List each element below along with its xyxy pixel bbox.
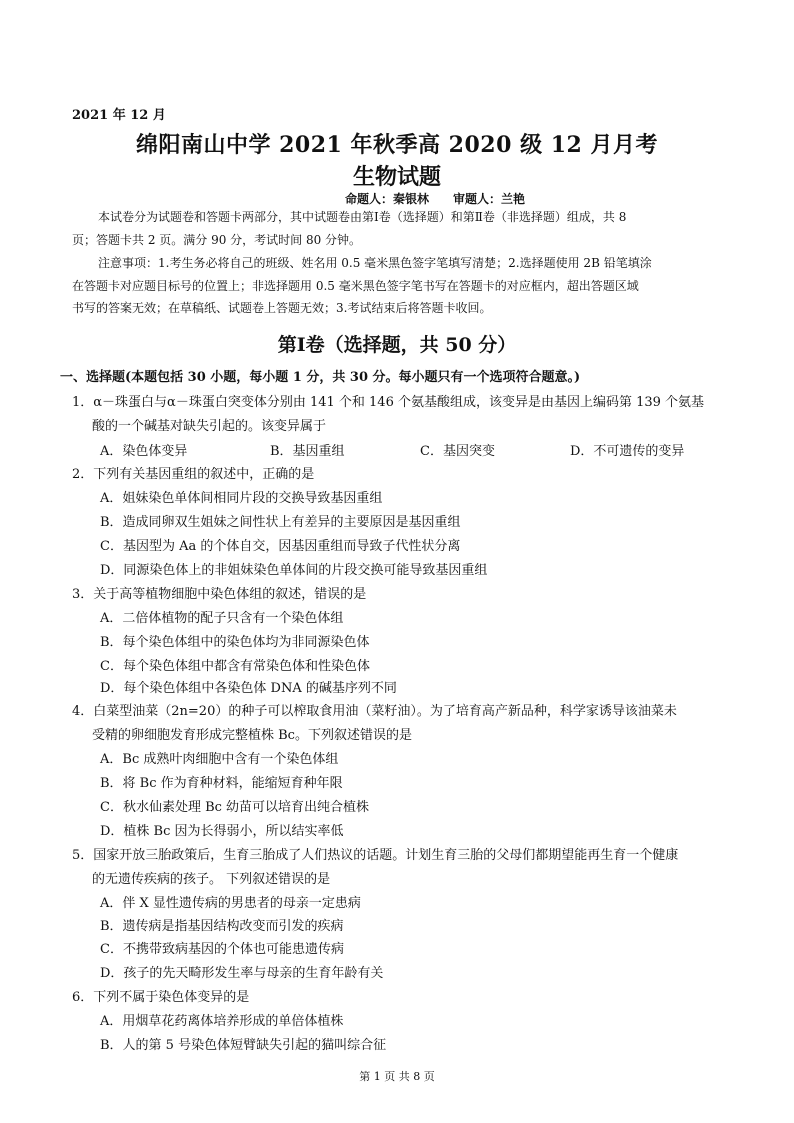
question-3-stem: 3．关于高等植物细胞中染色体组的叙述，错误的是 [72,587,367,602]
question-6-stem: 6．下列不属于染色体变异的是 [72,990,250,1005]
question-5-option-c: C．不携带致病基因的个体也可能患遗传病 [100,942,344,957]
question-5-option-d: D．孩子的先天畸形发生率与母亲的生育年龄有关 [100,966,384,981]
notes-line-1: 注意事项：1.考生务必将自己的班级、姓名用 0.5 毫米黑色签字笔填写清楚；2.选择题使用 2B 铅笔填涂 [98,256,652,270]
exam-title: 绵阳南山中学 2021 年秋季高 2020 级 12 月月考 [135,132,659,158]
section-title: 第Ⅰ卷（选择题，共 50 分） [277,334,517,356]
question-1-stem: 1．α－珠蛋白与α－珠蛋白突变体分别由 141 个和 146 个氨基酸组成，该变异是由基因上编码第 139 个氨基 [72,395,705,410]
question-5-stem-cont: 的无遗传疾病的孩子。 下列叙述错误的是 [92,872,331,887]
question-3-option-c: C．每个染色体组中都含有常染色体和性染色体 [100,659,370,674]
question-1-option-b: B．基因重组 [270,444,345,459]
question-5-option-a: A．伴 X 显性遗传病的男患者的母亲一定患病 [100,896,361,911]
question-2-option-b: B．造成同卵双生姐妹之间性状上有差异的主要原因是基因重组 [100,515,461,530]
question-5-option-b: B．遗传病是指基因结构改变而引发的疾病 [100,919,344,934]
question-4-option-d: D．植株 Bc 因为长得弱小，所以结实率低 [100,824,344,839]
notes-line-3: 书写的答案无效；在草稿纸、试题卷上答题无效；3.考试结束后将答题卡收回。 [72,301,492,315]
question-4-option-b: B．将 Bc 作为育种材料，能缩短育种年限 [100,776,343,791]
question-1-option-c: C．基因突变 [420,444,495,459]
question-3-option-d: D．每个染色体组中各染色体 DNA 的碱基序列不同 [100,681,397,696]
question-1-stem-cont: 酸的一个碱基对缺失引起的。该变异属于 [92,419,327,434]
exam-authors: 命题人：秦银林 审题人：兰艳 [345,192,526,206]
question-2-option-c: C．基因型为 Aa 的个体自交，因基因重组而导致子代性状分离 [100,539,461,554]
question-3-option-b: B．每个染色体组中的染色体均为非同源染色体 [100,635,370,650]
question-6-option-b: B．人的第 5 号染色体短臂缺失引起的猫叫综合征 [100,1038,387,1053]
page-number: 第 1 页 共 8 页 [359,1070,435,1083]
question-2-option-d: D．同源染色体上的非姐妹染色单体间的片段交换可能导致基因重组 [100,563,488,578]
question-3-option-a: A．二倍体植物的配子只含有一个染色体组 [100,611,344,626]
question-1-option-d: D．不可遗传的变异 [570,444,685,459]
question-6-option-a: A．用烟草花药离体培养形成的单倍体植株 [100,1014,344,1029]
intro-line-2: 页；答题卡共 2 页。满分 90 分，考试时间 80 分钟。 [72,233,362,247]
question-2-option-a: A．姐妹染色单体间相同片段的交换导致基因重组 [100,491,383,506]
question-2-stem: 2．下列有关基因重组的叙述中，正确的是 [72,467,315,482]
question-1-option-a: A．染色体变异 [100,444,188,459]
exam-subject: 生物试题 [352,164,441,190]
notes-line-2: 在答题卡对应题目标号的位置上；非选择题用 0.5 毫米黑色签字笔书写在答题卡的对应框内，超出答题区域 [72,279,639,293]
question-4-stem: 4．白菜型油菜（2n=20）的种子可以榨取食用油（菜籽油）。为了培育高产新品种，科学家诱导该油菜未 [72,704,677,719]
exam-date: 2021 年 12 月 [72,108,166,123]
question-4-option-c: C．秋水仙素处理 Bc 幼苗可以培育出纯合植株 [100,800,370,815]
part-heading: 一、选择题(本题包括 30 小题，每小题 1 分，共 30 分。每小题只有一个选项符合题意。) [60,370,581,385]
question-4-option-a: A．Bc 成熟叶肉细胞中含有一个染色体组 [100,752,339,767]
intro-line-1: 本试卷分为试题卷和答题卡两部分，其中试题卷由第Ⅰ卷（选择题）和第Ⅱ卷（非选择题）组成，共 8 [98,210,627,224]
question-5-stem: 5．国家开放三胎政策后，生育三胎成了人们热议的话题。计划生育三胎的父母们都期望能再生育一个健康 [72,848,679,863]
question-4-stem-cont: 受精的卵细胞发育形成完整植株 Bc。下列叙述错误的是 [92,728,412,743]
